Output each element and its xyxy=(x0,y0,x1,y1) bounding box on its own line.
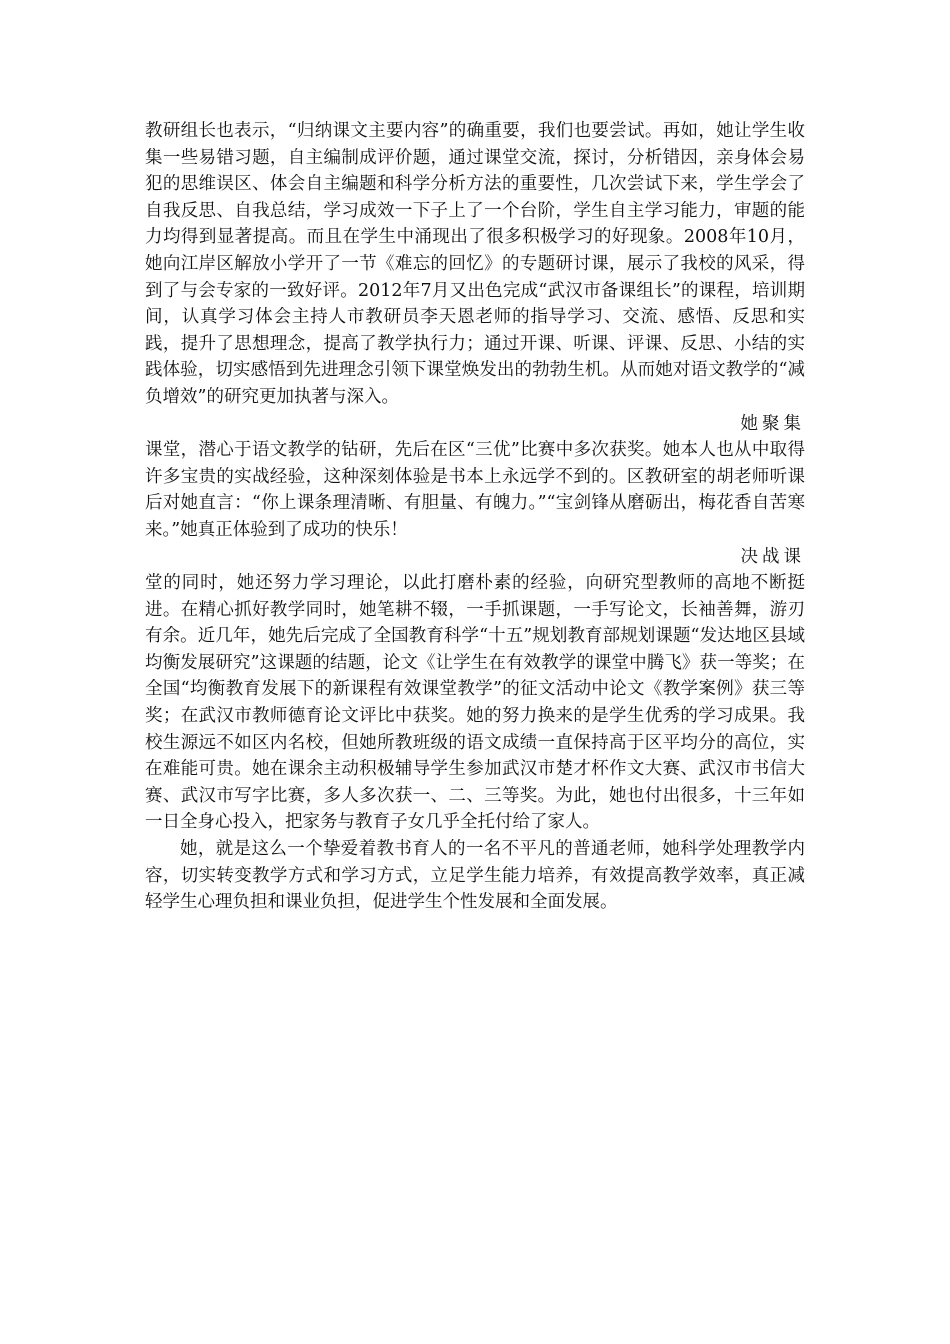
paragraph-teaching-research: 教研组长也表示，“归纳课文主要内容”的确重要，我们也要尝试。再如，她让学生收集一些易错习题，自主编制成评价题，通过课堂交流，探讨，分析错因，亲身体会易犯的思维误区、体会自主编题和科学分析方法的重要性，几次尝试下来，学生学会了自我反思、自我总结，学习成效一下子上了一个台阶，学生自主学习能力，审题的能力均得到显著提高。而且在学生中涌现出了很多积极学习的好现象。2008年10月，她向江岸区解放小学开了一节《难忘的回忆》的专题研讨课，展示了我校的风采，得到了与会专家的一致好评。2012年7月又出色完成“武汉市备课组长”的课程，培训期间，认真学习体会主持人市教研员李天恩老师的指导学习、交流、感悟、反思和实践，提升了思想理念，提高了教学执行力；通过开课、听课、评课、反思、小结的实践体验，切实感悟到先进理念引领下课堂焕发出的勃勃生机。从而她对语文教学的“减负增效”的研究更加执著与深入。 xyxy=(145,121,805,407)
paragraph-research-achievements: 堂的同时，她还努力学习理论，以此打磨朴素的经验，向研究型教师的高地不断挺进。在精心抓好教学同时，她笔耕不辍，一手抓课题，一手写论文，长袖善舞，游刃有余。近几年，她先后完成了全国教育科学“十五”规划教育部规划课题“发达地区县域均衡发展研究”这课题的结题，论文《让学生在有效教学的课堂中腾飞》获一等奖；在全国“均衡教育发展下的新课程有效课堂教学”的征文活动中论文《教学案例》获三等奖；在武汉市教师德育论文评比中获奖。她的努力换来的是学生优秀的学习成果。我校生源远不如区内名校，但她所教班级的语文成绩一直保持高于区平均分的高位，实在难能可贵。她在课余主动积极辅导学生参加武汉市楚才杯作文大赛、武汉市书信大赛、武汉市写字比赛，多人多次获一、二、三等奖。为此，她也付出很多，十三年如一日全身心投入，把家务与教育子女几乎全托付给了家人。 xyxy=(145,573,805,833)
paragraph-lead-focus: 她聚集 xyxy=(740,413,805,434)
article-body xyxy=(145,118,805,916)
paragraph-classroom-awards: 课堂，潜心于语文教学的钻研，先后在区“三优”比赛中多次获奖。她本人也从中取得许多宝贵的实战经验，这种深刻体验是书本上永远学不到的。区教研室的胡老师听课后对她直言：“你上课条理清晰、有胆量、有魄力。”“宝剑锋从磨砺出，梅花香自苦寒来。”她真正体验到了成功的快乐！ xyxy=(145,440,805,540)
paragraph-conclusion: 她，就是这么一个挚爱着教书育人的一名不平凡的普通老师，她科学处理教学内容，切实转变教学方式和学习方式，立足学生能力培养，有效提高教学效率，真正减轻学生心理负担和课业负担，促进学生个性发展和全面发展。 xyxy=(145,839,805,913)
paragraph-lead-decisive: 决战课 xyxy=(740,546,805,567)
